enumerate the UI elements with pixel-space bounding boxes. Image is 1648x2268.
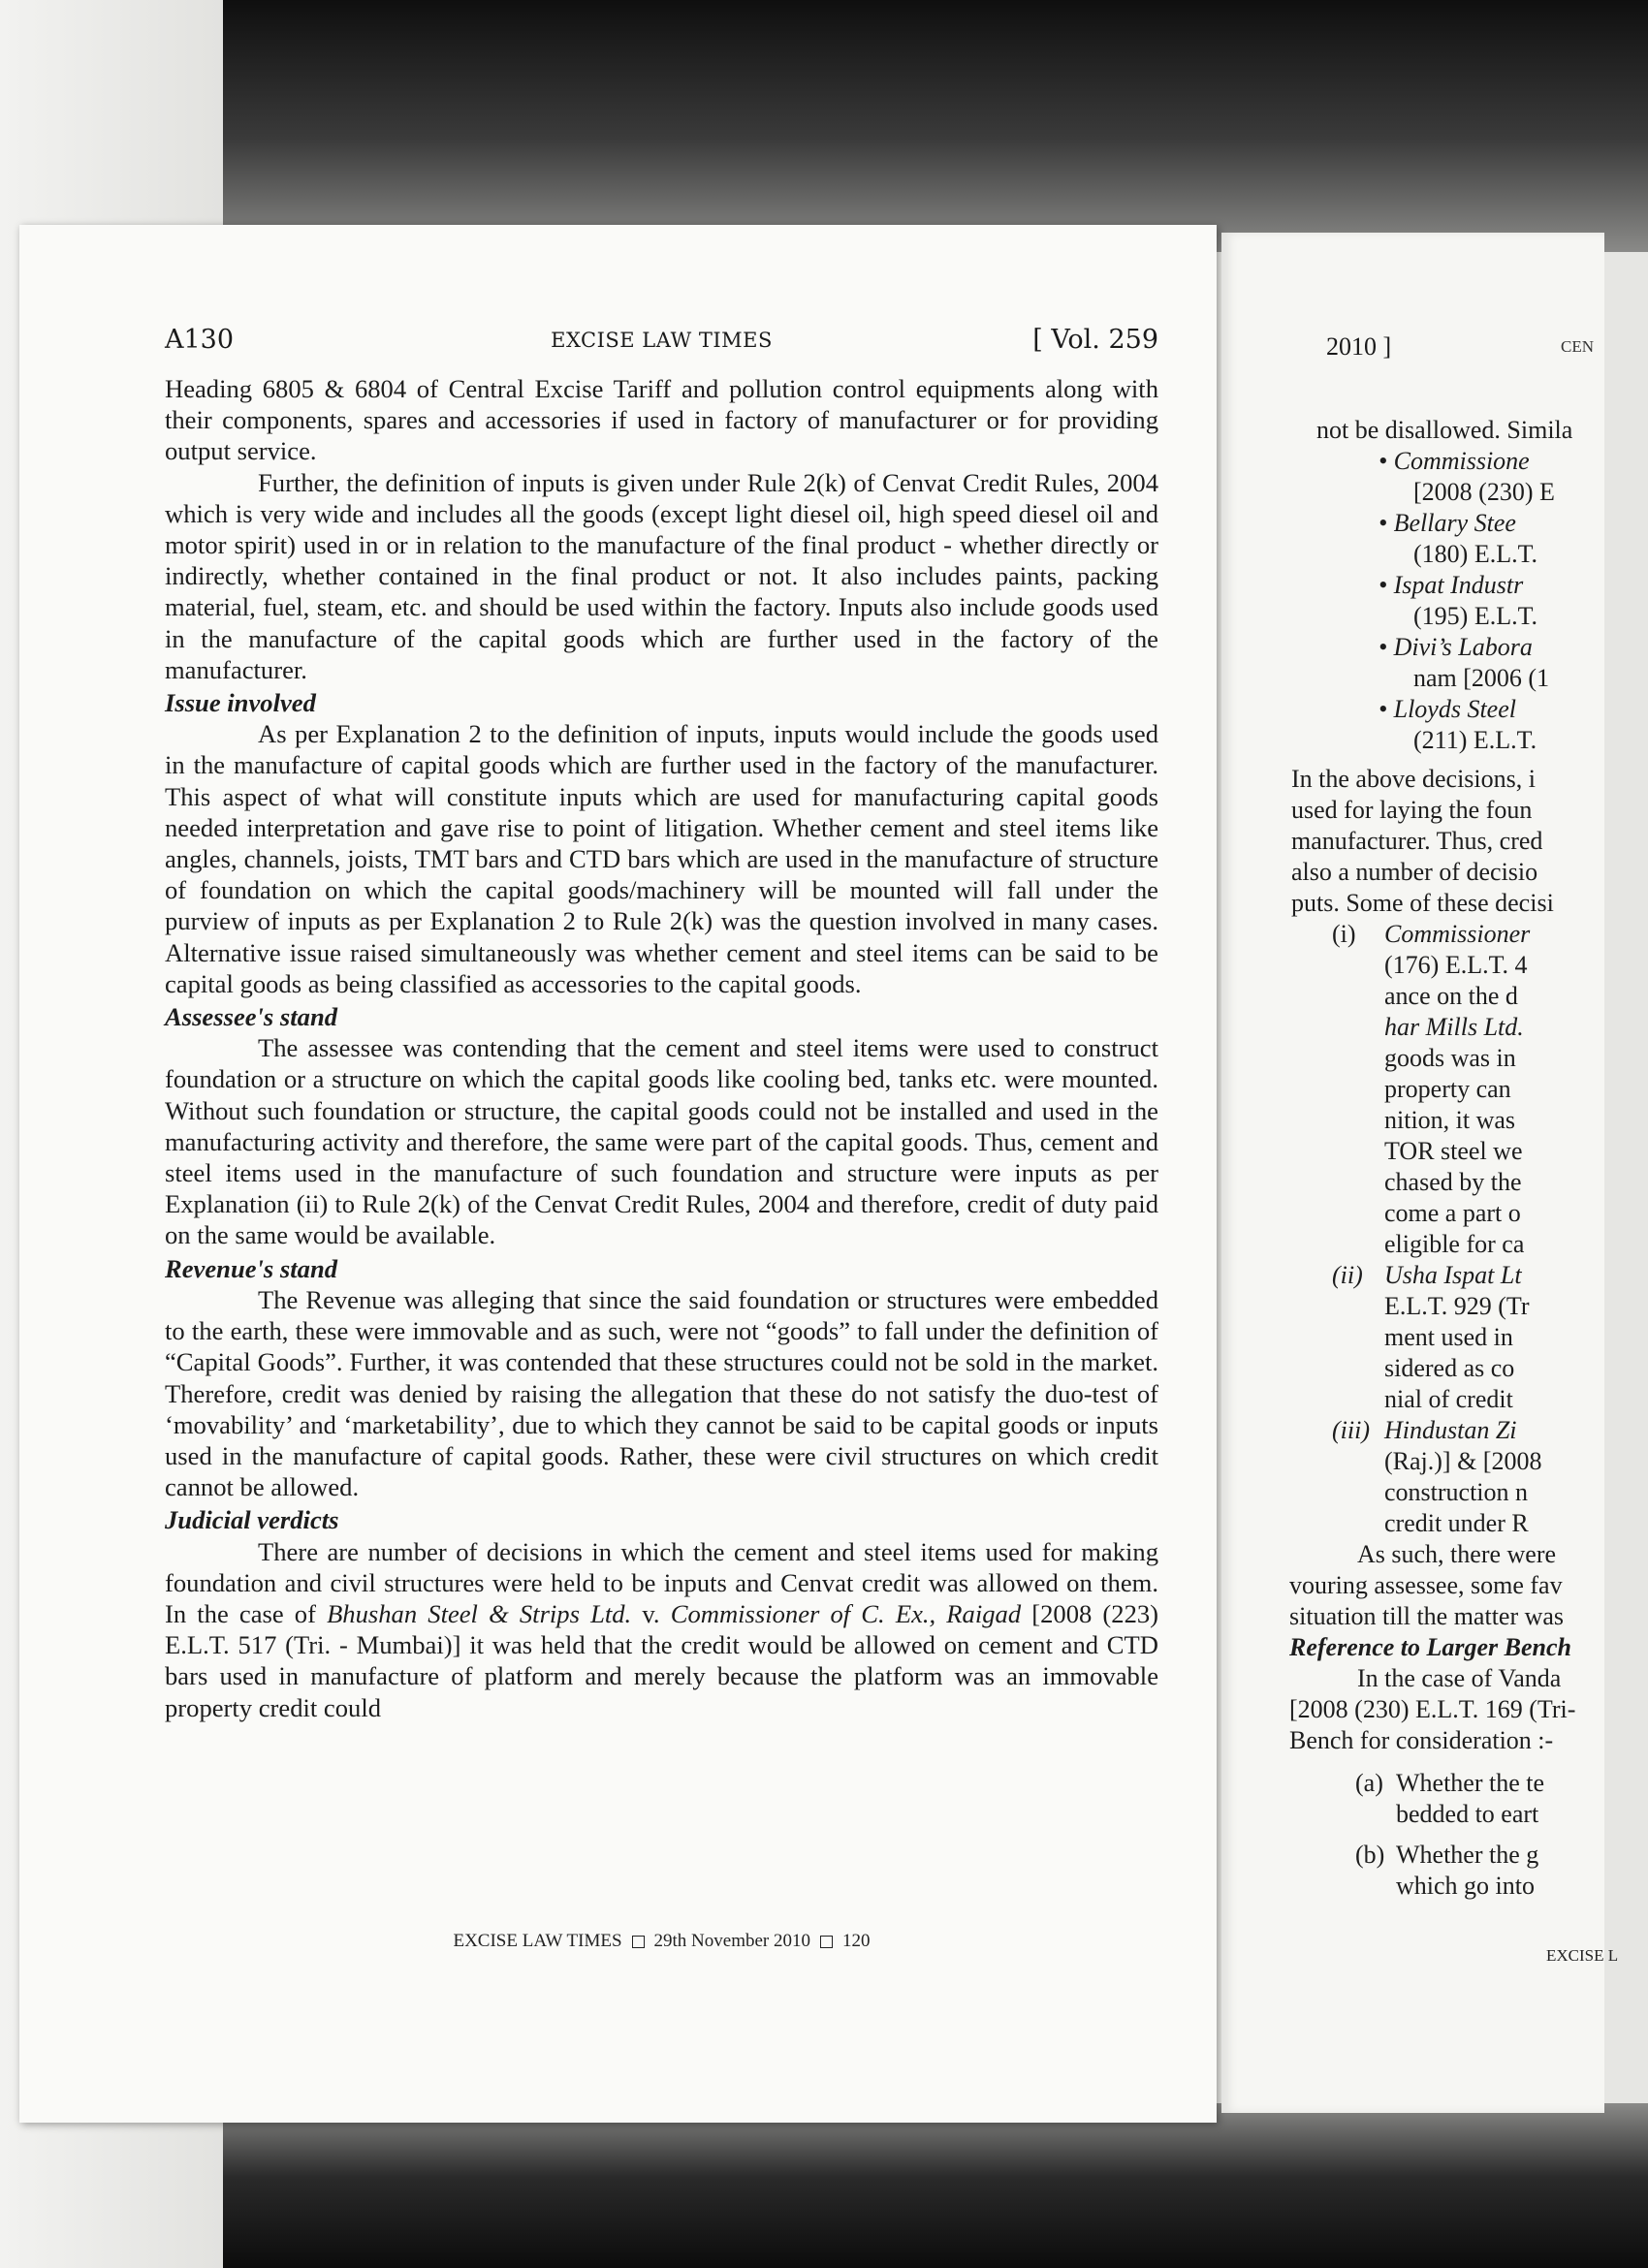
right-text-line: [2008 (230) E.L.T. 169 (Tri- xyxy=(1289,1695,1576,1723)
item-i: goods was in xyxy=(1384,1044,1516,1072)
item-b: which go into xyxy=(1396,1872,1535,1900)
heading-revenue-stand: Revenue's stand xyxy=(165,1253,338,1283)
list-label: (ii) xyxy=(1332,1261,1363,1289)
right-page-running-head: CEN xyxy=(1561,337,1594,356)
paragraph-6-text-a: There are number of decisions in which the cement and steel items used for making foundation and civil structures were held to be inputs and Cenvat credit was allowed on them. In the case of xyxy=(165,1536,1158,1628)
item-ii: nial of credit xyxy=(1384,1385,1513,1413)
item-i: property can xyxy=(1384,1075,1511,1103)
spacer xyxy=(1289,1756,1595,1768)
right-bullet-item: • Lloyds Steel xyxy=(1379,695,1516,723)
right-text-line: puts. Some of these decisi xyxy=(1291,889,1554,917)
item-i: (176) E.L.T. 4 xyxy=(1384,951,1528,979)
right-heading-reference: Reference to Larger Bench xyxy=(1289,1633,1572,1661)
right-page-body xyxy=(1289,415,1595,1911)
right-text-line: Bench for consideration :- xyxy=(1289,1726,1554,1754)
item-ii: sidered as co xyxy=(1384,1354,1515,1382)
heading-issue-involved: Issue involved xyxy=(165,688,316,718)
item-iii: construction n xyxy=(1384,1478,1529,1506)
item-b: (b) Whether the g xyxy=(1355,1841,1539,1869)
item-ii: ment used in xyxy=(1384,1323,1513,1351)
volume-label: [ Vol. 259 xyxy=(1032,325,1158,355)
list-label: (iii) xyxy=(1332,1416,1370,1444)
item-iii: (iii) Hindustan Zi xyxy=(1332,1416,1517,1444)
paragraph-2: Further, the definition of inputs is given under Rule 2(k) of Cenvat Credit Rules, 2004 which is very wide and includes all the goods (except light diesel oil, high speed diesel oil and motor spirit) used in or in relation to the manufacture of the final product - whether directly or indirectly, whether contained in the final product or not. It also includes paints, packing material, fuel, steam, etc. and should be used within the factory. Inputs also include goods used in the manufacture of the capital goods which are further used in the factory of the manufacturer. xyxy=(165,467,1158,684)
right-bullet-continuation: [2008 (230) E xyxy=(1413,478,1555,506)
item-i: ance on the d xyxy=(1384,982,1518,1010)
page-number: A130 xyxy=(165,325,235,355)
right-bullet-item: • Commissione xyxy=(1379,447,1530,475)
right-text-line: not be disallowed. Simila xyxy=(1316,416,1573,444)
paragraph-6 xyxy=(165,1536,1158,1723)
paragraph-1: Heading 6805 & 6804 of Central Excise Tariff and pollution control equipments along with their components, spares and accessories if used in factory of manufacturer or for providing output service. xyxy=(165,374,1158,466)
item-a: bedded to eart xyxy=(1396,1800,1539,1828)
scan-background-bottom xyxy=(223,2103,1648,2268)
right-bullet-continuation: (195) E.L.T. xyxy=(1413,602,1538,630)
right-page-year: 2010 ] xyxy=(1326,332,1392,361)
paragraph-5: The Revenue was alleging that since the said foundation or structures were embedded to the earth, these were immovable and as such, were not “goods” to fall under the definition of “Capital Goods”. Further, it was contended that these structures could not be sold in the market. Therefore, credit was denied by raising the allegation that these do not satisfy the duo-test of ‘movability’ and ‘marketability’, due to which they cannot be said to be capital goods or inputs used in the manufacture of capital goods. Rather, these were civil structures on which credit cannot be allowed. xyxy=(165,1284,1158,1502)
item-i: come a part o xyxy=(1384,1199,1521,1227)
right-bullet-continuation: (211) E.L.T. xyxy=(1413,726,1537,754)
right-text-line: manufacturer. Thus, cred xyxy=(1291,827,1543,855)
right-bullet-item: • Ispat Industr xyxy=(1379,571,1524,599)
box-separator-icon xyxy=(632,1936,645,1948)
journal-title: EXCISE LAW TIMES xyxy=(551,329,773,352)
right-bullet-continuation: (180) E.L.T. xyxy=(1413,540,1538,568)
right-text-line: used for laying the foun xyxy=(1291,796,1533,824)
case-name: Bhushan Steel & Strips Ltd. xyxy=(327,1598,632,1628)
right-page-footer: EXCISE L xyxy=(1546,1946,1619,1965)
spacer xyxy=(1289,756,1595,764)
heading-assessee-stand: Assessee's stand xyxy=(165,1002,338,1032)
list-label: (i) xyxy=(1332,920,1356,948)
item-i: eligible for ca xyxy=(1384,1230,1525,1258)
right-text-line: situation till the matter was xyxy=(1289,1602,1565,1630)
left-page-header xyxy=(165,325,1158,363)
item-i: chased by the xyxy=(1384,1168,1522,1196)
spacer xyxy=(1289,1830,1595,1840)
right-text-line: vouring assessee, some fav xyxy=(1289,1571,1563,1599)
right-text-line: In the above decisions, i xyxy=(1291,765,1536,793)
right-text-line: As such, there were xyxy=(1357,1540,1557,1568)
item-iii: (Raj.)] & [2008 xyxy=(1384,1447,1542,1475)
right-bullet-item: • Divi’s Labora xyxy=(1379,633,1533,661)
paragraph-3: As per Explanation 2 to the definition of inputs, inputs would include the goods used in the manufacture of capital goods which are further used in the factory of the manufacturer. This aspect of what will constitute inputs which are used for manufacturing capital goods needed interpretation and gave rise to point of litigation. Whether cement and steel items like angles, channels, joists, TMT bars and CTD bars which are used in the manufacture of structure of foundation on which the capital goods/machinery will be mounted will fall under the purview of inputs as per Explanation 2 to Rule 2(k) was the question involved in many cases. Alternative issue raised simultaneously was whether cement and steel items can be said to be capital goods as being classified as accessories to the capital goods. xyxy=(165,719,1158,998)
respondent-name: Commissioner of C. Ex., Raigad xyxy=(670,1598,1022,1628)
right-text-line: also a number of decisio xyxy=(1291,858,1538,886)
item-a: (a) Whether the te xyxy=(1355,1769,1545,1797)
paragraph-4: The assessee was contending that the cement and steel items were used to construct foundation or a structure on which the capital goods like cooling bed, tanks etc. were mounted. Without such foundation or structure, the capital goods could not be installed and used in the manufacturing activity and therefore, the same were part of the capital goods. Thus, cement and steel items used in the manufacture of such foundation and structure were inputs as per Explanation (ii) to Rule 2(k) of the Cenvat Credit Rules, 2004 and therefore, credit of duty paid on the same would be available. xyxy=(165,1033,1158,1250)
left-page-body xyxy=(165,373,1158,1723)
item-ii: E.L.T. 929 (Tr xyxy=(1384,1292,1530,1320)
right-bullet-item: • Bellary Stee xyxy=(1379,509,1516,537)
item-ii: (ii) Usha Ispat Lt xyxy=(1332,1261,1522,1289)
scan-background-top xyxy=(223,0,1648,252)
item-i: har Mills Ltd. xyxy=(1384,1013,1524,1041)
footer-date: 29th November 2010 xyxy=(653,1931,811,1951)
spacer xyxy=(1289,1902,1595,1911)
item-i: TOR steel we xyxy=(1384,1137,1523,1165)
item-i: (i) Commissioner xyxy=(1332,920,1531,948)
footer-page: 120 xyxy=(842,1931,871,1951)
item-i: nition, it was xyxy=(1384,1106,1516,1134)
versus-text: v. xyxy=(631,1598,671,1628)
right-text-line: In the case of Vanda xyxy=(1357,1664,1562,1692)
box-separator-icon xyxy=(820,1936,833,1948)
item-iii: credit under R xyxy=(1384,1509,1529,1537)
left-page-footer xyxy=(165,1931,1158,1952)
footer-journal: EXCISE LAW TIMES xyxy=(453,1931,622,1951)
heading-judicial-verdicts: Judicial verdicts xyxy=(165,1505,339,1535)
right-bullet-continuation: nam [2006 (1 xyxy=(1413,664,1550,692)
paragraph-6-text-b: [2008 (223) E.L.T. 517 (Tri. - Mumbai)] it was held that the credit would be allowed on cement and CTD bars used in manufacture of platform and merely because the platform was an immovable property credit could xyxy=(165,1598,1159,1722)
